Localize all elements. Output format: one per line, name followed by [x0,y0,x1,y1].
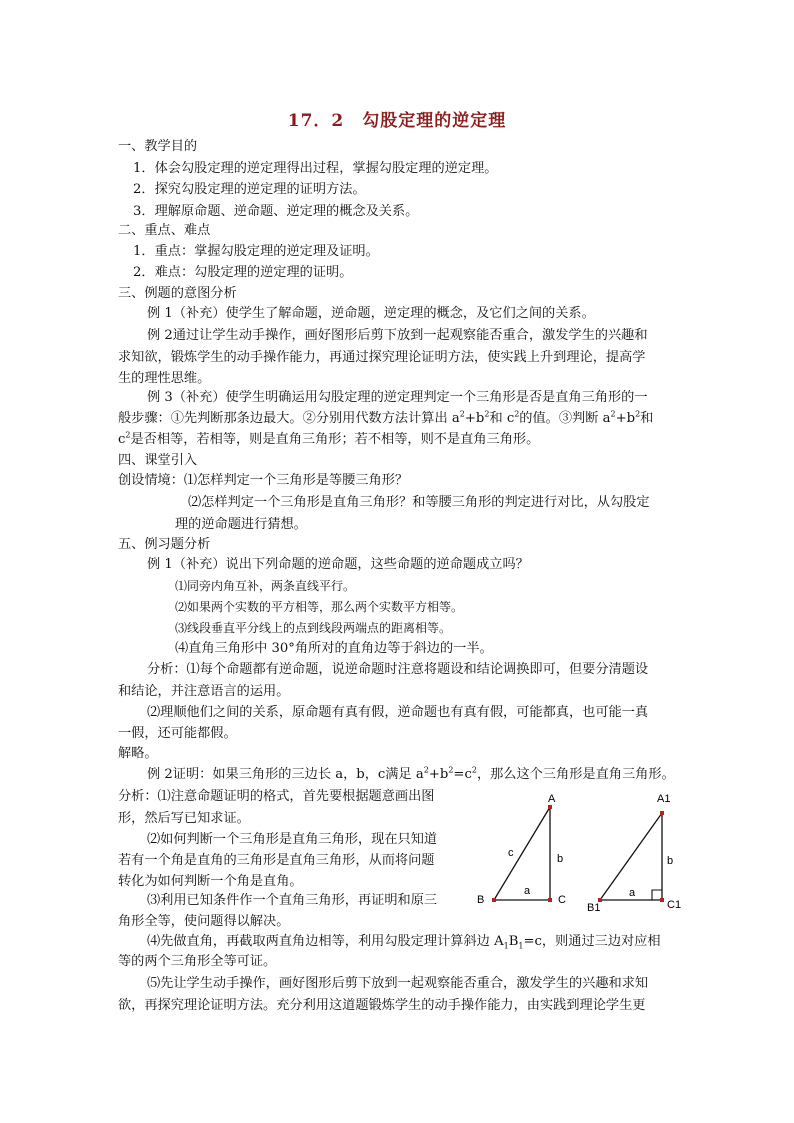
proof-analysis-4-line-2: 等的两个三角形全等可证。 [118,954,277,969]
analysis-1-line-1: 分析：⑴每个命题都有逆命题，说逆命题时注意将题设和结论调换即可，但要分清题设 [147,662,649,677]
proof-analysis-4-line-1: ⑷先做直角，再截取两直角边相等，利用勾股定理计算斜边 $A_1B_1=c$，则通过三边对应相 [147,934,661,951]
key-point-item-2: 2．难点：勾股定理的逆定理的证明。 [133,265,353,280]
proposition-4: ⑷直角三角形中 30°角所对的直角边等于斜边的一半。 [175,641,493,656]
side-a-label: a [524,885,531,897]
intent-paragraph-2-line-1: 例 2通过让学生动手操作，画好图形后剪下放到一起观察能否重合，激发学生的兴趣和 [147,328,648,343]
proposition-2: ⑵如果两个实数的平方相等，那么两个实数平方相等。 [175,600,464,614]
analysis-2-line-2: 一假，还可能都假。 [118,726,237,741]
vertex-a-label: A [548,793,556,805]
objective-item-1: 1．体会勾股定理的逆定理得出过程，掌握勾股定理的逆定理。 [133,161,498,176]
intent-paragraph-2-line-3: 生的理性思维。 [118,371,211,386]
introduction-line-1: 创设情境：⑴怎样判定一个三角形是等腰三角形？ [118,473,409,488]
section-heading-objectives: 一、教学目的 [118,139,198,154]
proof-analysis-3-line-1: ⑶利用已知条件作一个直角三角形，再证明和原三 [147,893,438,908]
proposition-3: ⑶线段垂直平分线上的点到线段两端点的距离相等。 [175,621,452,635]
proposition-1: ⑴同旁内角互补，两条直线平行。 [175,579,356,593]
proof-analysis-3-line-2: 角形全等，使问题得以解决。 [118,914,290,929]
solution-omitted: 解略。 [118,746,158,761]
objective-item-2: 2．探究勾股定理的逆定理的证明方法。 [133,182,366,197]
vertex-c-label: C [558,894,566,906]
intent-paragraph-3-line-3: $c^2$是否相等，若相等，则是直角三角形；若不相等，则不是直角三角形。 [118,430,540,447]
page-title: 17．2 勾股定理的逆定理 [287,111,507,131]
proof-analysis-5-line-2: 欲，再探究理论证明方法。充分利用这道题锻炼学生的动手操作能力，由实践到理论学生更 [118,998,646,1013]
example-1-statement: 例 1（补充）说出下列命题的逆命题，这些命题的逆命题成立吗？ [147,557,529,572]
side-b-label-2: b [667,855,674,867]
proof-analysis-2-line-2: 若有一个角是直角的三角形是直角三角形，从而将问题 [118,853,435,868]
key-point-item-1: 1．重点：掌握勾股定理的逆定理及证明。 [133,244,379,259]
vertex-a-marker [548,805,552,809]
vertex-a1-label: A1 [657,793,671,805]
vertex-b-label: B [477,894,485,906]
analysis-1-line-2: 和结论，并注意语言的运用。 [118,684,290,699]
section-heading-example-intent: 三、例题的意图分析 [118,286,237,301]
side-b-label: b [557,853,564,865]
introduction-line-2: ⑵怎样判定一个三角形是直角三角形？和等腰三角形的判定进行对比，从勾股定 [188,495,650,510]
section-heading-introduction: 四、课堂引入 [118,453,198,468]
proof-analysis-1-line-2: 形，然后写已知求证。 [118,811,250,826]
proof-analysis-2-line-3: 转化为如何判断一个角是直角。 [118,874,303,889]
right-triangles-figure [470,785,700,915]
objective-item-3: 3．理解原命题、逆命题、逆定理的概念及关系。 [133,204,419,219]
intent-paragraph-1: 例 1（补充）使学生了解命题，逆命题，逆定理的概念，及它们之间的关系。 [147,306,595,321]
vertex-a1-marker [660,811,664,815]
introduction-line-3: 理的逆命题进行猜想。 [175,517,307,532]
intent-paragraph-2-line-2: 求知欲，锻炼学生的动手操作能力，再通过探究理论证明方法，使实践上升到理论，提高学 [118,350,646,365]
side-c-label: c [508,847,514,859]
vertex-b1-label: B1 [587,902,601,914]
example-2-statement: 例 2证明：如果三角形的三边长 a，b，c满足 $a^2+b^2=c^2$，那么这个三角形是直角三角形。 [147,765,675,782]
proof-analysis-5-line-1: ⑸先让学生动手操作，画好图形后剪下放到一起观察能否重合，激发学生的兴趣和求知 [147,976,649,991]
intent-paragraph-3-line-1: 例 3（补充）使学生明确运用勾股定理的逆定理判定一个三角形是否是直角三角形的一 [147,390,648,405]
vertex-c1-marker [660,898,664,902]
proof-analysis-1-line-1: 分析：⑴注意命题证明的格式，首先要根据题意画出图 [118,789,435,804]
triangle-abc [477,793,566,906]
intent-paragraph-3-line-2: 般步骤：①先判断那条边最大。②分别用代数方法计算出 $a^2+b^2$和 $c^2$的值。③判断 $a^2+b^2$和 [118,409,654,426]
section-heading-key-points: 二、重点、难点 [118,223,211,238]
vertex-c1-label: C1 [667,899,682,911]
side-a-label-2: a [629,887,636,899]
vertex-b-marker [492,898,496,902]
vertex-c-marker [548,898,552,902]
proof-analysis-2-line-1: ⑵如何判断一个三角形是直角三角形，现在只知道 [147,832,438,847]
triangle-a1b1c1 [587,793,681,914]
section-heading-examples: 五、例习题分析 [118,537,211,552]
analysis-2-line-1: ⑵理顺他们之间的关系，原命题有真有假，逆命题也有真有假，可能都真，也可能一真 [147,705,649,720]
